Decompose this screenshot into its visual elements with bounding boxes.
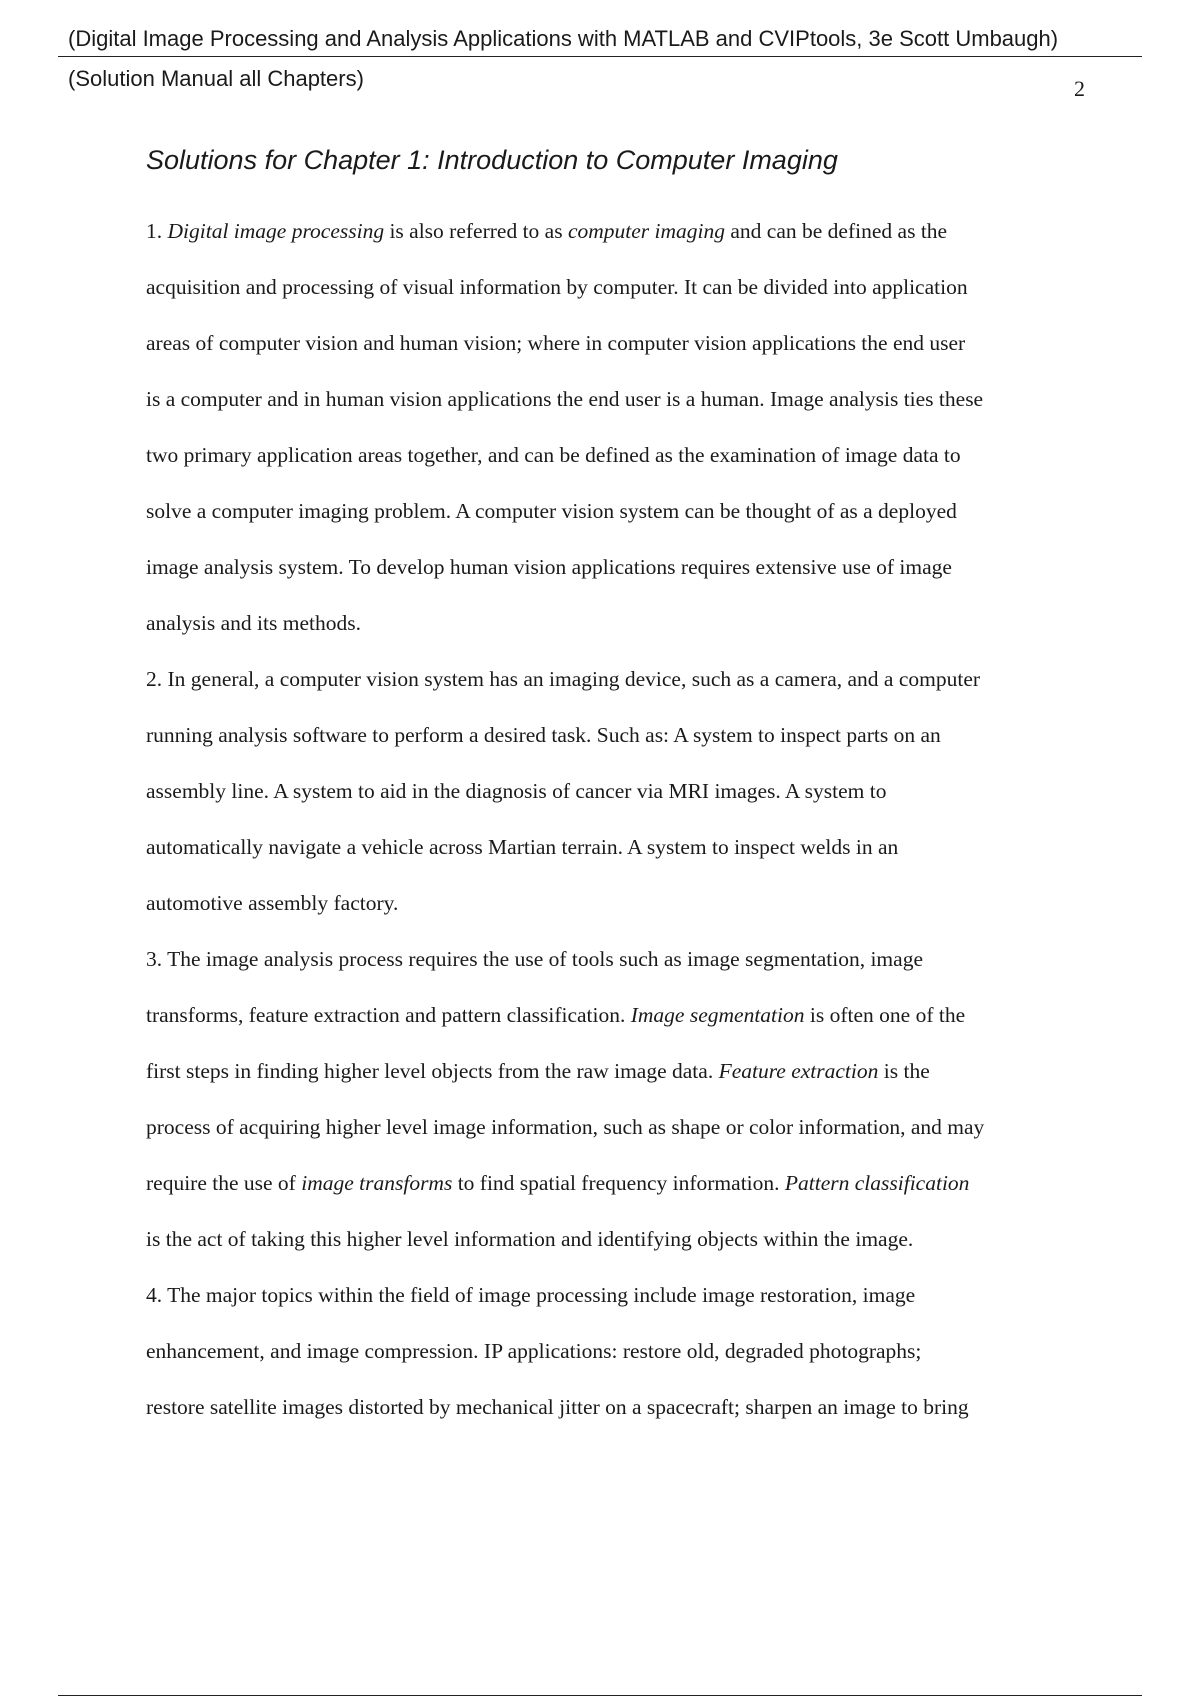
text-line	[146, 548, 1106, 604]
text-segment: first steps in finding higher level objects from the raw image data.	[146, 1059, 719, 1083]
text-segment: solve a computer imaging problem. A computer vision system can be thought of as a deployed	[146, 499, 957, 523]
text-segment: 1.	[146, 219, 168, 243]
text-line	[146, 772, 1106, 828]
text-segment: analysis and its methods.	[146, 611, 361, 635]
text-line	[146, 1052, 1106, 1108]
text-line	[146, 716, 1106, 772]
text-segment: process of acquiring higher level image information, such as shape or color information, and may	[146, 1115, 985, 1139]
text-line	[146, 436, 1106, 492]
running-header-title: (Digital Image Processing and Analysis Applications with MATLAB and CVIPtools, 3e Scott Umbaugh)	[68, 26, 1059, 51]
text-line	[146, 996, 1106, 1052]
solution-body-text	[146, 212, 1106, 1444]
text-segment: assembly line. A system to aid in the diagnosis of cancer via MRI images. A system to	[146, 779, 887, 803]
text-line	[146, 828, 1106, 884]
text-line	[146, 268, 1106, 324]
text-segment: running analysis software to perform a desired task. Such as: A system to inspect parts on an	[146, 723, 941, 747]
text-segment: image analysis system. To develop human vision applications requires extensive use of image	[146, 555, 952, 579]
text-segment: restore satellite images distorted by mechanical jitter on a spacecraft; sharpen an image to bring	[146, 1395, 969, 1419]
text-segment: is often one of the	[804, 1003, 966, 1027]
page-number: 2	[1074, 76, 1085, 101]
text-segment: is a computer and in human vision applications the end user is a human. Image analysis ties these	[146, 387, 984, 411]
text-line	[146, 660, 1106, 716]
text-line	[146, 1276, 1106, 1332]
text-segment: is the act of taking this higher level information and identifying objects within the image.	[146, 1227, 914, 1251]
footer-divider	[58, 1695, 1142, 1696]
italic-term: Digital image processing	[167, 219, 385, 243]
text-line	[146, 884, 1106, 940]
header-divider	[58, 56, 1142, 57]
text-segment: and can be defined as the	[725, 219, 948, 243]
text-line	[146, 380, 1106, 436]
text-line	[146, 324, 1106, 380]
text-segment: two primary application areas together, and can be defined as the examination of image data to	[146, 443, 961, 467]
text-segment: automatically navigate a vehicle across Martian terrain. A system to inspect welds in an	[146, 835, 899, 859]
text-line	[146, 940, 1106, 996]
text-segment: is the	[878, 1059, 930, 1083]
text-segment: transforms, feature extraction and pattern classification.	[146, 1003, 631, 1027]
text-line	[146, 1388, 1106, 1444]
text-line	[146, 492, 1106, 548]
text-line	[146, 1164, 1106, 1220]
text-segment: 4. The major topics within the field of image processing include image restoration, image	[146, 1283, 916, 1307]
italic-term: Image segmentation	[630, 1003, 805, 1027]
text-line	[146, 1332, 1106, 1388]
text-segment: acquisition and processing of visual information by computer. It can be divided into application	[146, 275, 968, 299]
italic-term: Pattern classification	[784, 1171, 970, 1195]
text-segment: to find spatial frequency information.	[452, 1171, 785, 1195]
italic-term: image transforms	[301, 1171, 453, 1195]
italic-term: computer imaging	[567, 219, 726, 243]
text-segment: enhancement, and image compression. IP applications: restore old, degraded photographs;	[146, 1339, 922, 1363]
text-segment: require the use of	[146, 1171, 302, 1195]
italic-term: Feature extraction	[718, 1059, 879, 1083]
running-header-subtitle: (Solution Manual all Chapters)	[68, 66, 364, 91]
text-segment: 3. The image analysis process requires the use of tools such as image segmentation, image	[146, 947, 923, 971]
text-segment: 2. In general, a computer vision system has an imaging device, such as a camera, and a computer	[146, 667, 981, 691]
text-line	[146, 1220, 1106, 1276]
text-segment: areas of computer vision and human vision; where in computer vision applications the end user	[146, 331, 966, 355]
text-line	[146, 1108, 1106, 1164]
text-line	[146, 604, 1106, 660]
text-segment: is also referred to as	[384, 219, 568, 243]
text-line	[146, 212, 1106, 268]
chapter-heading: Solutions for Chapter 1: Introduction to Computer Imaging	[146, 145, 838, 175]
text-segment: automotive assembly factory.	[146, 891, 399, 915]
